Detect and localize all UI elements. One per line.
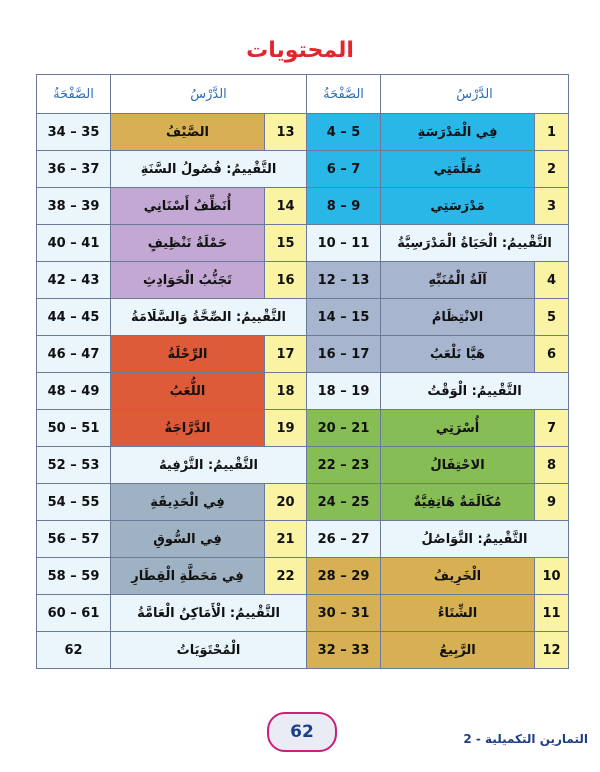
page-range-left: 38 – 39: [37, 188, 111, 225]
page-range-left: 44 – 45: [37, 299, 111, 336]
lesson-title-right: مَدْرَسَتِي: [381, 188, 535, 225]
lesson-number-left: 13: [265, 114, 307, 151]
lesson-number-right: 4: [535, 262, 569, 299]
table-row: [37, 632, 569, 669]
lesson-title-left: حَمْلَةُ تَنْظِيفٍ: [111, 225, 265, 262]
lesson-title-right: آلَةُ الْمُنَبِّهِ: [381, 262, 535, 299]
page-range-right: 16 – 17: [307, 336, 381, 373]
lesson-number-left: 22: [265, 558, 307, 595]
lesson-title-right: التَّقْييمُ: الْوَقْتُ: [381, 373, 569, 410]
page-title: المحتويات: [246, 38, 354, 63]
header-lesson-left: الدَّرْسُ: [111, 75, 307, 114]
page-range-right: 18 – 19: [307, 373, 381, 410]
page-range-left: 40 – 41: [37, 225, 111, 262]
lesson-number-right: 6: [535, 336, 569, 373]
lesson-number-right: 7: [535, 410, 569, 447]
lesson-title-right: مُكَالَمَةٌ هَاتِفِيَّةٌ: [381, 484, 535, 521]
table-row: [37, 151, 569, 188]
header-page-left: الصَّفْحَةُ: [37, 75, 111, 114]
header-lesson-right: الدَّرْسُ: [381, 75, 569, 114]
lesson-title-left: اللُّعَبُ: [111, 373, 265, 410]
header-page-right: الصَّفْحَةُ: [307, 75, 381, 114]
lesson-title-right: الْخَرِيفُ: [381, 558, 535, 595]
table-row: [37, 373, 569, 410]
lesson-title-left: الرِّحْلَةُ: [111, 336, 265, 373]
lesson-title-right: فِي الْمَدْرَسَةِ: [381, 114, 535, 151]
lesson-title-right: الشِّتَاءُ: [381, 595, 535, 632]
page-range-right: 8 – 9: [307, 188, 381, 225]
lesson-title-right: التَّقْييمُ: الْحَيَاةُ الْمَدْرَسِيَّةُ: [381, 225, 569, 262]
lesson-title-left: التَّقْييمُ: الْأَمَاكِنُ الْعَامَّةُ: [111, 595, 307, 632]
page-range-right: 12 – 13: [307, 262, 381, 299]
table-header-row: [37, 75, 569, 114]
lesson-number-right: 10: [535, 558, 569, 595]
page-range-left: 60 – 61: [37, 595, 111, 632]
lesson-number-right: 9: [535, 484, 569, 521]
lesson-number-right: 11: [535, 595, 569, 632]
lesson-title-left: الدَّرَّاجَةُ: [111, 410, 265, 447]
lesson-number-right: 5: [535, 299, 569, 336]
lesson-title-left: أُنَظِّفُ أَسْنَانِي: [111, 188, 265, 225]
page-range-left: 46 – 47: [37, 336, 111, 373]
page-range-left: 34 – 35: [37, 114, 111, 151]
page-range-left: 48 – 49: [37, 373, 111, 410]
table-row: [37, 336, 569, 373]
lesson-number-right: 12: [535, 632, 569, 669]
table-row: [37, 558, 569, 595]
lesson-title-left: الْمُحْتَوَيَاتُ: [111, 632, 307, 669]
lesson-number-left: 20: [265, 484, 307, 521]
table-row: [37, 262, 569, 299]
lesson-title-left: فِي الْحَدِيقَةِ: [111, 484, 265, 521]
lesson-title-left: الصَّيْفُ: [111, 114, 265, 151]
page-range-left: 54 – 55: [37, 484, 111, 521]
lesson-title-right: هَيَّا نَلْعَبُ: [381, 336, 535, 373]
page-range-right: 22 – 23: [307, 447, 381, 484]
page-number-badge: 62: [267, 712, 337, 752]
page-range-left: 52 – 53: [37, 447, 111, 484]
lesson-number-right: 3: [535, 188, 569, 225]
lesson-title-right: مُعَلِّمَتِي: [381, 151, 535, 188]
table-row: [37, 447, 569, 484]
table-row: [37, 484, 569, 521]
table-row: [37, 521, 569, 558]
lesson-number-left: 17: [265, 336, 307, 373]
page-range-left: 56 – 57: [37, 521, 111, 558]
lesson-number-left: 18: [265, 373, 307, 410]
table-row: [37, 188, 569, 225]
lesson-title-right: الاحْتِفَالُ: [381, 447, 535, 484]
table-row: [37, 114, 569, 151]
table-row: [37, 299, 569, 336]
lesson-title-left: فِي السُّوقِ: [111, 521, 265, 558]
table-row: [37, 410, 569, 447]
page-range-left: 58 – 59: [37, 558, 111, 595]
lesson-title-left: تَجَنُّبُ الْحَوَادِثِ: [111, 262, 265, 299]
lesson-number-left: 16: [265, 262, 307, 299]
table-row: [37, 225, 569, 262]
lesson-title-right: أُسْرَتِي: [381, 410, 535, 447]
lesson-number-left: 19: [265, 410, 307, 447]
page-range-right: 10 – 11: [307, 225, 381, 262]
page-range-left: 42 – 43: [37, 262, 111, 299]
lesson-number-right: 8: [535, 447, 569, 484]
lesson-number-left: 14: [265, 188, 307, 225]
page-range-right: 32 – 33: [307, 632, 381, 669]
lesson-title-left: فِي مَحَطَّةِ الْقِطَارِ: [111, 558, 265, 595]
lesson-number-right: 2: [535, 151, 569, 188]
page-range-right: 30 – 31: [307, 595, 381, 632]
page-range-left: 50 – 51: [37, 410, 111, 447]
table-row: [37, 595, 569, 632]
contents-table: [36, 74, 569, 669]
page-range-right: 14 – 15: [307, 299, 381, 336]
lesson-number-left: 21: [265, 521, 307, 558]
page-range-right: 6 – 7: [307, 151, 381, 188]
page-range-right: 20 – 21: [307, 410, 381, 447]
lesson-title-right: الانْتِظَامُ: [381, 299, 535, 336]
lesson-number-left: 15: [265, 225, 307, 262]
lesson-title-right: الرَّبِيعُ: [381, 632, 535, 669]
page-range-right: 4 – 5: [307, 114, 381, 151]
page-range-left: 36 – 37: [37, 151, 111, 188]
lesson-number-right: 1: [535, 114, 569, 151]
lesson-title-left: التَّقْييمُ: فُصُولُ السَّنَةِ: [111, 151, 307, 188]
lesson-title-left: التَّقْييمُ: التَّرْفِيهُ: [111, 447, 307, 484]
page-range-right: 28 – 29: [307, 558, 381, 595]
lesson-title-right: التَّقْييمُ: التَّوَاصُلُ: [381, 521, 569, 558]
page-range-right: 26 – 27: [307, 521, 381, 558]
lesson-title-left: التَّقْييمُ: الصِّحَّةُ وَالسَّلَامَةُ: [111, 299, 307, 336]
page-range-left: 62: [37, 632, 111, 669]
book-title: التمارين التكميلية - 2: [463, 732, 588, 746]
page-range-right: 24 – 25: [307, 484, 381, 521]
